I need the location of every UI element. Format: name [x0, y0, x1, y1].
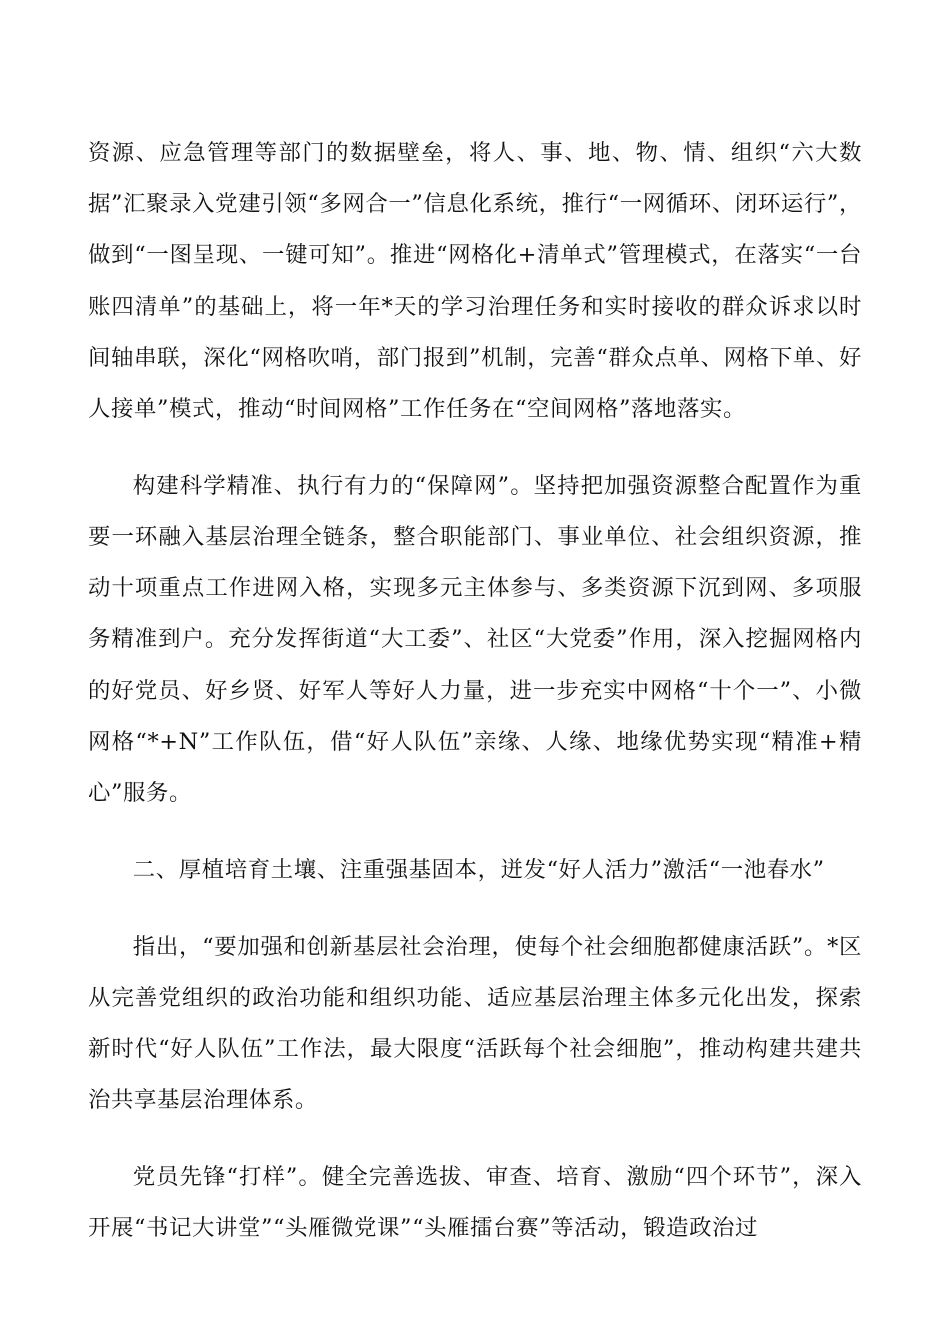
section-heading-two: 二、厚植培育土壤、注重强基固本，迸发“好人活力”激活“一池春水” — [132, 856, 825, 883]
document-body — [88, 128, 862, 1254]
paragraph-party-member-vanguard: 党员先锋“打样”。健全完善选拔、审查、培育、激励“四个环节”，深入开展“书记大讲堂”“头雁微党课”“头雁擂台赛”等活动，锻造政治过 — [88, 1164, 862, 1242]
paragraph-continued: 资源、应急管理等部门的数据壁垒，将人、事、地、物、情、组织“六大数据”汇聚录入党建引领“多网合一”信息化系统，推行“一网循环、闭环运行”，做到“一图呈现、一键可知”。推进“网格化+清单式”管理模式，在落实“一台账四清单”的基础上，将一年*天的学习治理任务和实时接收的群众诉求以时间轴串联，深化“网格吹哨，部门报到”机制，完善“群众点单、网格下单、好人接单”模式，推动“时间网格”工作任务在“空间网格”落地落实。 — [88, 140, 862, 423]
paragraph-governance-intro: 指出，“要加强和创新基层社会治理，使每个社会细胞都健康活跃”。*区从完善党组织的政治功能和组织功能、适应基层治理主体多元化出发，探索新时代“好人队伍”工作法，最大限度“活跃每个社会细胞”，推动构建共建共治共享基层治理体系。 — [88, 933, 862, 1114]
paragraph-safeguard-network: 构建科学精准、执行有力的“保障网”。坚持把加强资源整合配置作为重要一环融入基层治理全链条，整合职能部门、事业单位、社会组织资源，推动十项重点工作进网入格，实现多元主体参与、多类资源下沉到网、多项服务精准到户。充分发挥街道“大工委”、社区“大党委”作用，深入挖掘网格内的好党员、好乡贤、好军人等好人力量，进一步充实中网格“十个一”、小微网格“*+N”工作队伍，借“好人队伍”亲缘、人缘、地缘优势实现“精准+精心”服务。 — [88, 472, 862, 807]
